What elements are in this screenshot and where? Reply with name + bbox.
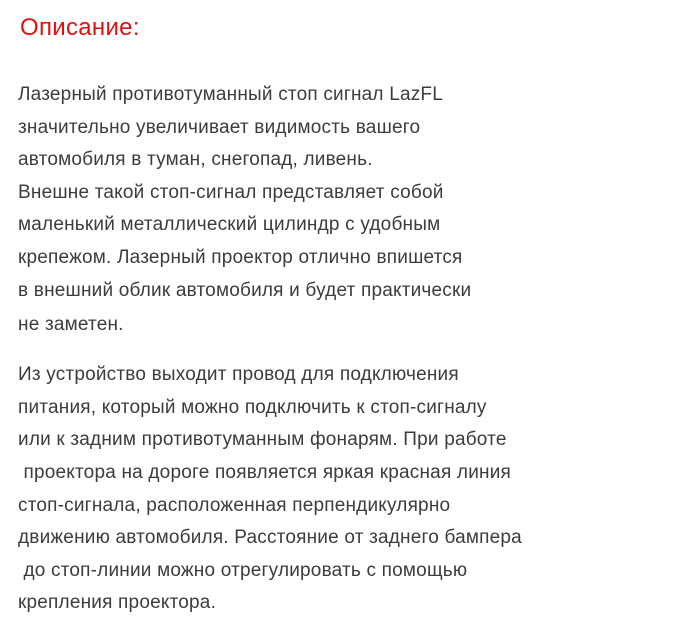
text-line: Из устройство выходит провод для подключения — [18, 364, 459, 386]
text-line: Лазерный противотуманный стоп сигнал LazFL — [18, 84, 444, 105]
text-line: стоп-сигнала, расположенная перпендикулярно — [18, 494, 451, 516]
text-line: не заметен. — [18, 314, 124, 336]
description-body — [18, 79, 689, 629]
text-line: крепежом. Лазерный проектор отлично впишется — [18, 246, 463, 268]
page-title: Описание: — [20, 14, 140, 41]
text-line: автомобиля в туман, снегопад, ливень. — [18, 149, 373, 171]
text-line: значительно увеличивает видимость вашего — [18, 116, 421, 138]
text-line: или к задним противотуманным фонарям. При работе — [18, 429, 507, 451]
description-paragraph-1 — [18, 79, 689, 342]
text-line: Внешне такой стоп-сигнал представляет собой — [18, 181, 444, 203]
text-line: маленький металлический цилиндр с удобным — [18, 214, 441, 236]
description-paragraph-2 — [18, 359, 689, 620]
text-line: движению автомобиля. Расстояние от заднего бампера — [18, 527, 522, 549]
text-line: в внешний облик автомобиля и будет практически — [18, 279, 472, 301]
text-line: крепления проектора. — [18, 592, 217, 614]
text-line: до стоп-линии можно отрегулировать с помощью — [18, 559, 468, 581]
text-line: питания, который можно подключить к стоп-сигналу — [18, 396, 487, 418]
text-line: проектора на дороге появляется яркая красная линия — [18, 461, 512, 483]
